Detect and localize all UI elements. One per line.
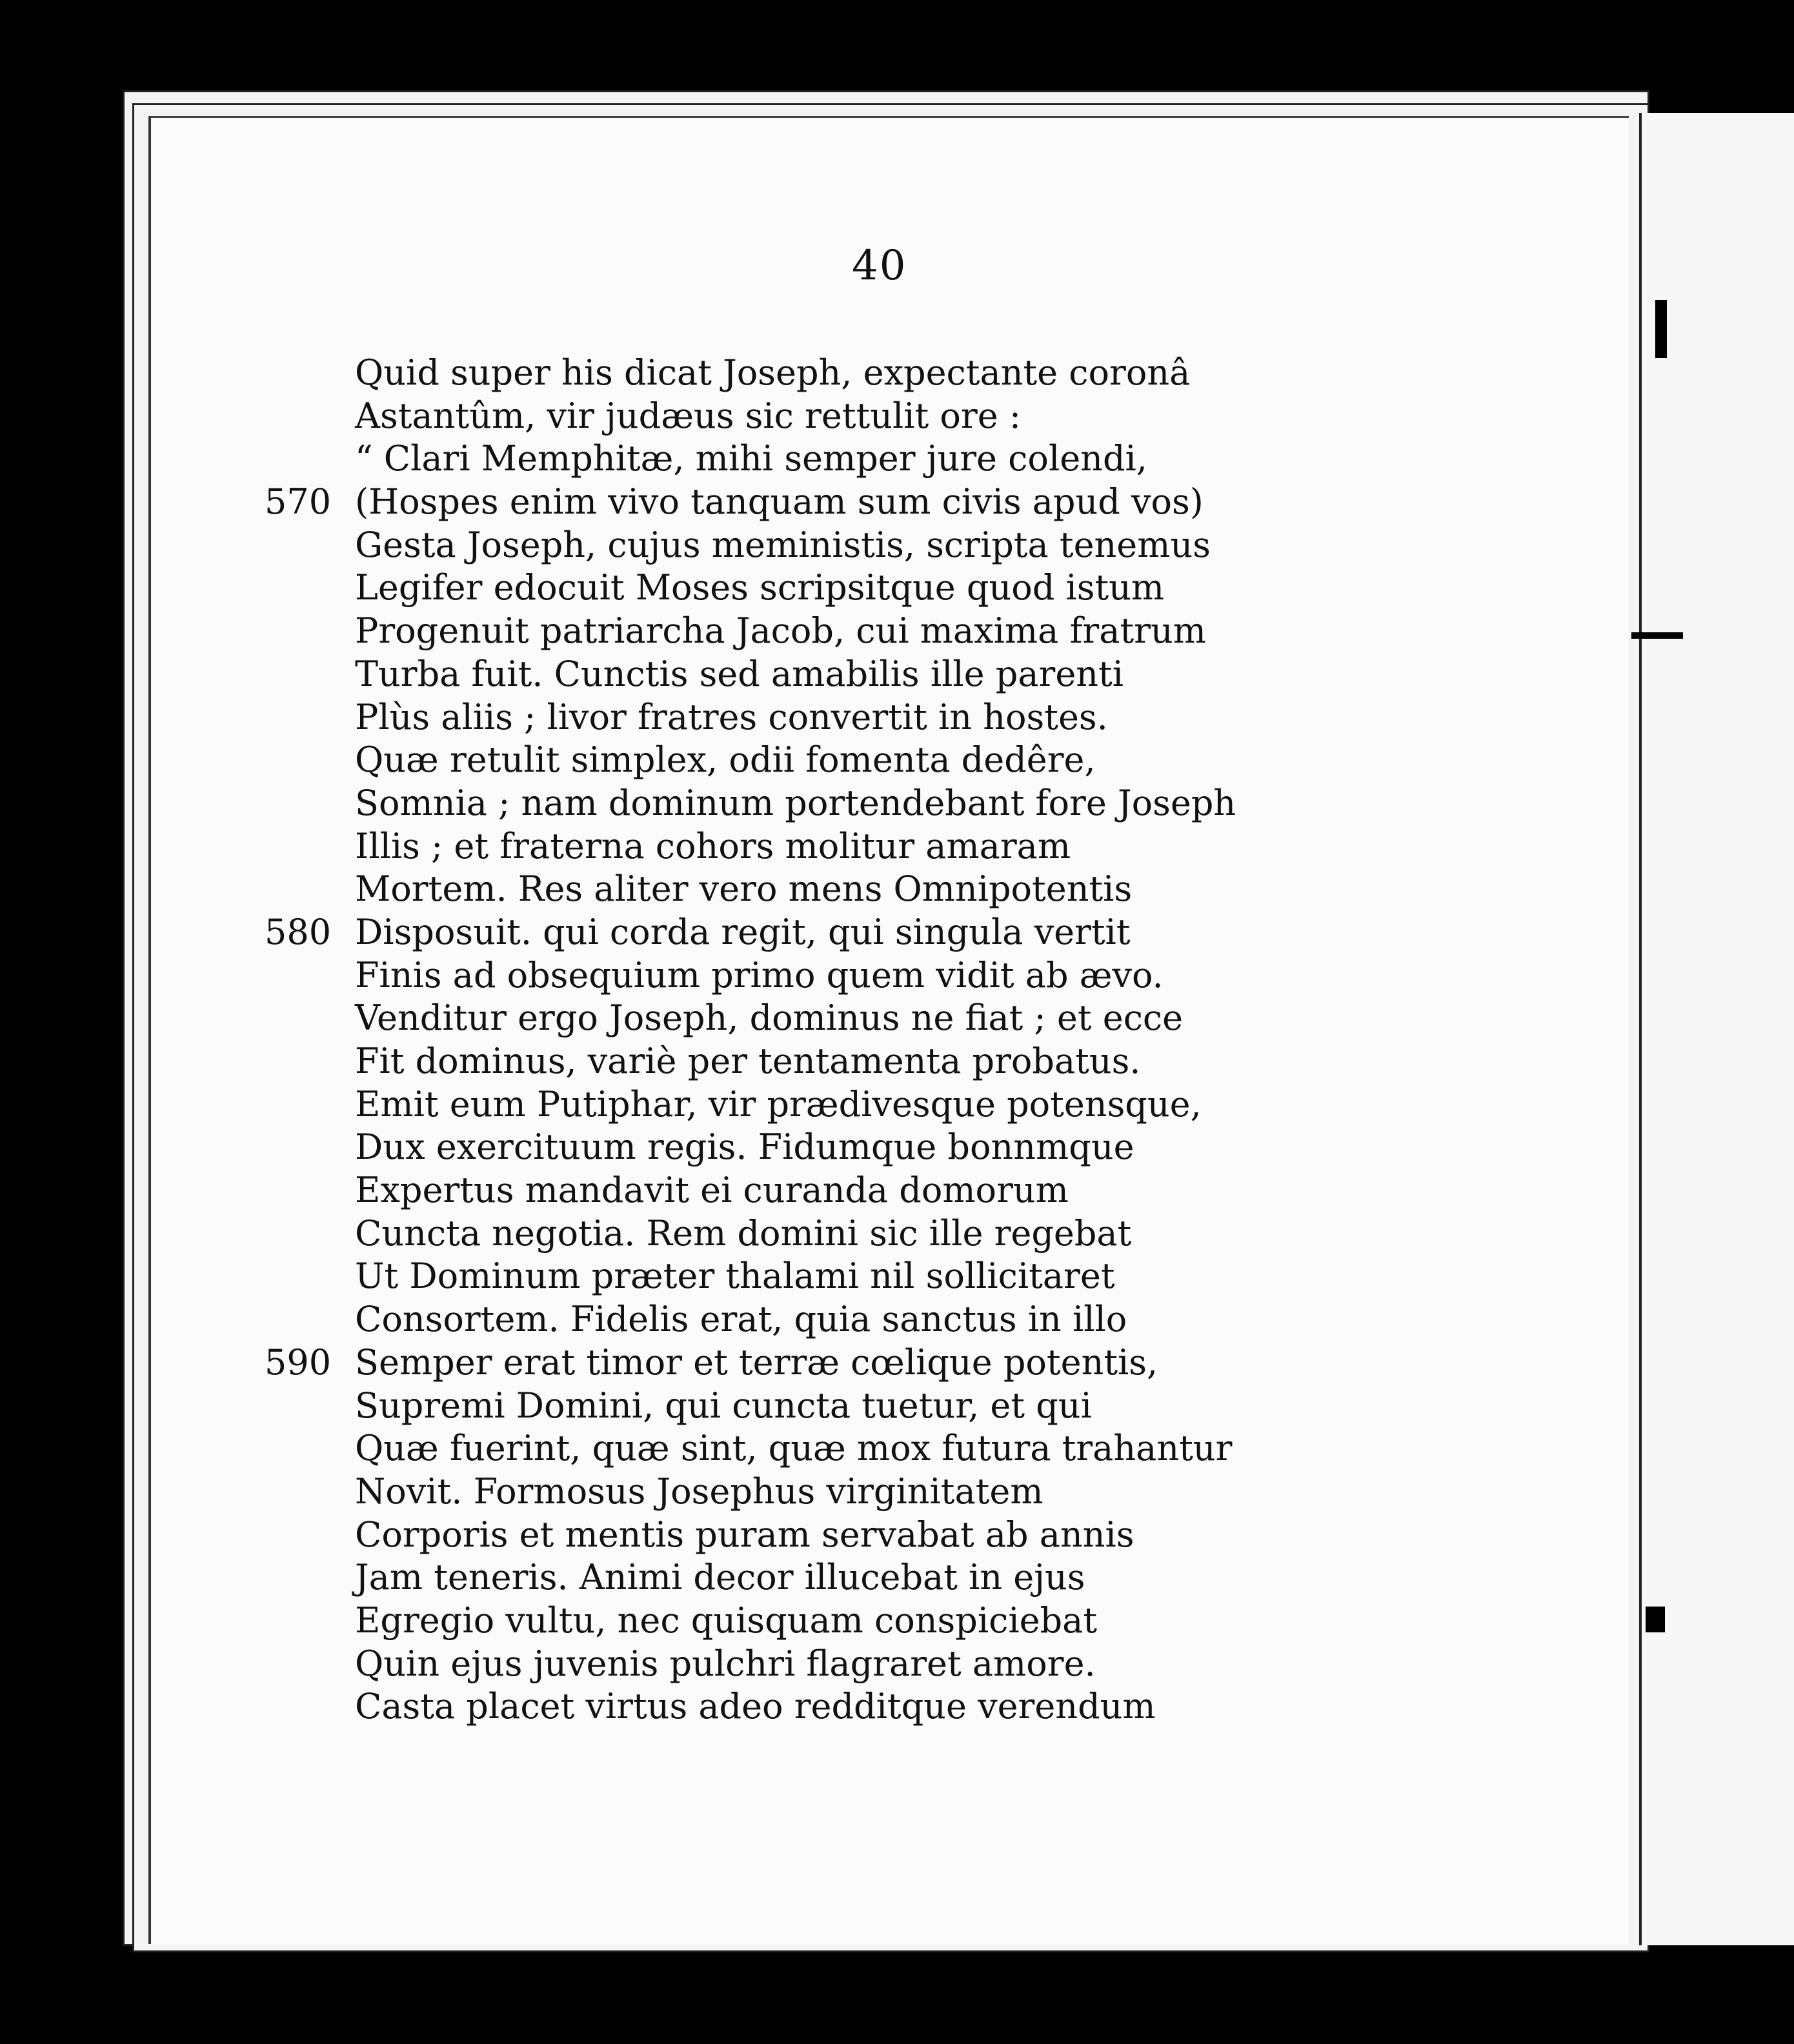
verse-line bbox=[0, 352, 1794, 395]
page-number: 40 bbox=[852, 242, 907, 290]
verse-text: Quid super his dicat Joseph, expectante coronâ bbox=[355, 352, 1191, 393]
verse-text: Dux exercituum regis. Fidumque bonnmque bbox=[355, 1127, 1134, 1168]
verse-line bbox=[0, 1643, 1794, 1686]
verse-line bbox=[0, 481, 1794, 524]
verse-text: Venditur ergo Joseph, dominus ne fiat ; et ecce bbox=[355, 997, 1184, 1039]
verse-text: Quæ fuerint, quæ sint, quæ mox futura trahantur bbox=[355, 1428, 1233, 1469]
verse-text: Jam teneris. Animi decor illucebat in ejus bbox=[355, 1557, 1085, 1598]
verse-line bbox=[0, 1083, 1794, 1127]
verse-line bbox=[0, 1212, 1794, 1256]
line-number: 590 bbox=[265, 1341, 332, 1383]
verse-block bbox=[0, 352, 1794, 1728]
verse-line bbox=[0, 696, 1794, 739]
verse-text: Turba fuit. Cunctis sed amabilis ille parenti bbox=[355, 653, 1124, 694]
verse-text: Egregio vultu, nec quisquam conspiciebat bbox=[355, 1599, 1098, 1641]
verse-text: Disposuit. qui corda regit, qui singula vertit bbox=[355, 911, 1131, 952]
verse-line bbox=[0, 1126, 1794, 1169]
verse-text: Plùs aliis ; livor fratres convertit in hostes. bbox=[355, 696, 1108, 737]
verse-line bbox=[0, 739, 1794, 782]
verse-line bbox=[0, 997, 1794, 1040]
verse-text: Ut Dominum præter thalami nil sollicitaret bbox=[355, 1256, 1115, 1297]
verse-line bbox=[0, 911, 1794, 954]
verse-text: Quin ejus juvenis pulchri flagraret amore. bbox=[355, 1643, 1096, 1684]
verse-text: Casta placet virtus adeo redditque verendum bbox=[355, 1686, 1156, 1727]
verse-line bbox=[0, 782, 1794, 825]
verse-line bbox=[0, 437, 1794, 481]
verse-text: Expertus mandavit ei curanda domorum bbox=[355, 1170, 1069, 1211]
verse-line bbox=[0, 653, 1794, 696]
verse-text: Gesta Joseph, cujus meministis, scripta tenemus bbox=[355, 524, 1211, 565]
verse-line bbox=[0, 1514, 1794, 1557]
verse-text: Cuncta negotia. Rem domini sic ille regebat bbox=[355, 1212, 1132, 1254]
verse-text: Emit eum Putiphar, vir prædivesque potensque, bbox=[355, 1083, 1202, 1125]
verse-line bbox=[0, 1040, 1794, 1083]
verse-text: Novit. Formosus Josephus virginitatem bbox=[355, 1470, 1043, 1512]
verse-line bbox=[0, 1341, 1794, 1385]
verse-text: Consortem. Fidelis erat, quia sanctus in illo bbox=[355, 1299, 1127, 1340]
verse-line bbox=[0, 1298, 1794, 1341]
verse-line bbox=[0, 954, 1794, 997]
verse-line bbox=[0, 1169, 1794, 1212]
verse-text: (Hospes enim vivo tanquam sum civis apud vos) bbox=[355, 481, 1204, 523]
verse-line bbox=[0, 868, 1794, 911]
verse-line bbox=[0, 610, 1794, 653]
verse-text: Semper erat timor et terræ cœlique potentis, bbox=[355, 1341, 1158, 1383]
verse-line bbox=[0, 1599, 1794, 1643]
verse-line bbox=[0, 1427, 1794, 1470]
verse-text: Progenuit patriarcha Jacob, cui maxima fratrum bbox=[355, 610, 1206, 652]
verse-line bbox=[0, 1255, 1794, 1298]
verse-text: Corporis et mentis puram servabat ab annis bbox=[355, 1514, 1134, 1555]
verse-text: Mortem. Res aliter vero mens Omnipotentis bbox=[355, 868, 1133, 910]
verse-text: Legifer edocuit Moses scripsitque quod istum bbox=[355, 567, 1165, 608]
verse-text: Finis ad obsequium primo quem vidit ab ævo. bbox=[355, 954, 1164, 996]
verse-line bbox=[0, 1385, 1794, 1428]
line-number: 580 bbox=[265, 911, 332, 952]
verse-line bbox=[0, 395, 1794, 438]
verse-text: Illis ; et fraterna cohors molitur amaram bbox=[355, 825, 1071, 867]
line-number: 570 bbox=[265, 481, 332, 523]
verse-line bbox=[0, 1556, 1794, 1599]
scan-mark bbox=[1655, 300, 1667, 358]
verse-text: “ Clari Memphitæ, mihi semper jure colendi, bbox=[355, 438, 1147, 479]
verse-line bbox=[0, 1470, 1794, 1514]
verse-text: Fit dominus, variè per tentamenta probatus. bbox=[355, 1041, 1141, 1081]
verse-text: Somnia ; nam dominum portendebant fore Joseph bbox=[355, 782, 1236, 823]
verse-text: Astantûm, vir judæus sic rettulit ore : bbox=[355, 395, 1022, 436]
verse-text: Supremi Domini, qui cuncta tuetur, et qui bbox=[355, 1385, 1092, 1426]
verse-line bbox=[0, 566, 1794, 610]
verse-line bbox=[0, 825, 1794, 868]
verse-line bbox=[0, 1685, 1794, 1728]
verse-line bbox=[0, 524, 1794, 567]
verse-text: Quæ retulit simplex, odii fomenta dedêre, bbox=[355, 739, 1096, 781]
